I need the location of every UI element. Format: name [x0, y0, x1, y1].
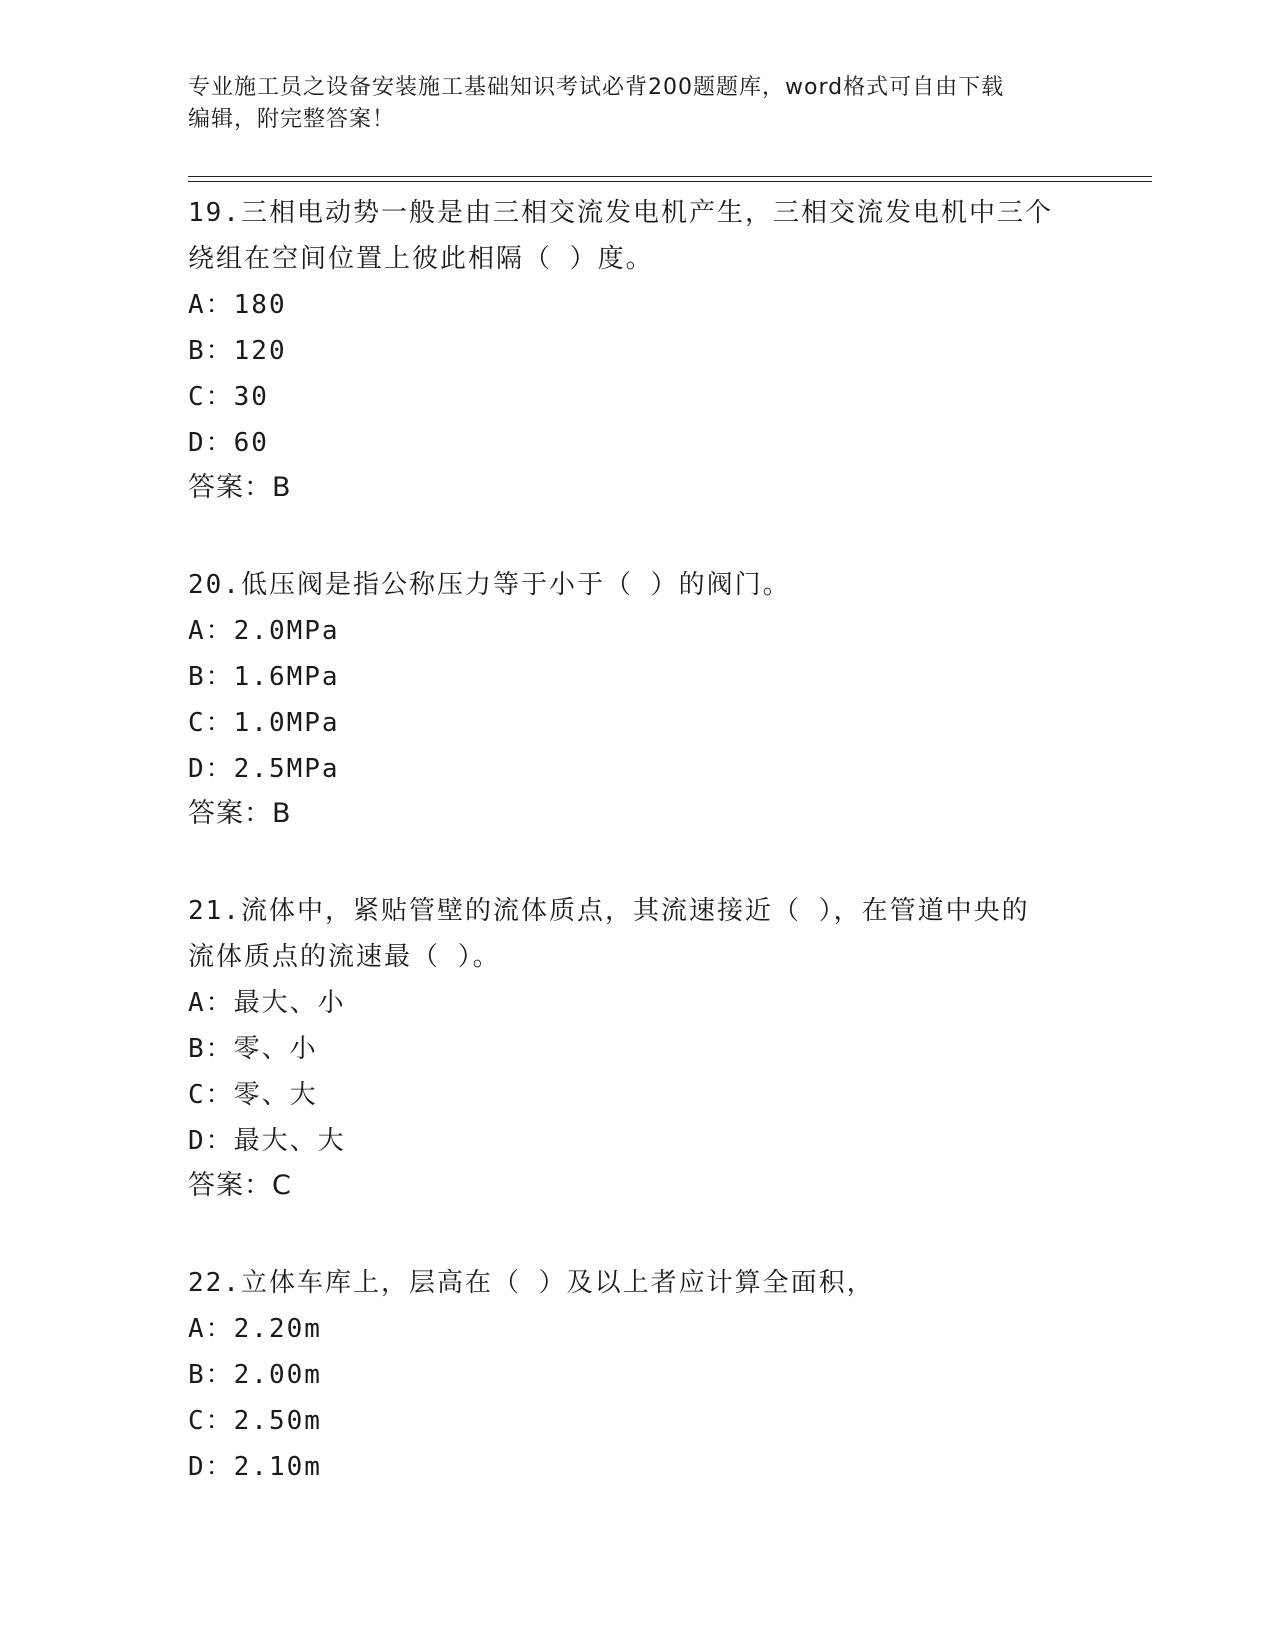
header-divider-bottom	[188, 181, 1152, 182]
option-a	[188, 980, 1088, 1026]
option-d	[188, 420, 1088, 466]
answer-line: 答案：C	[188, 1170, 292, 1201]
option-c	[188, 1072, 1088, 1118]
option-letter: C：	[188, 382, 234, 412]
option-d	[188, 1444, 1088, 1490]
option-c	[188, 374, 1088, 420]
header-line-2: 编辑，附完整答案！	[188, 107, 396, 132]
option-b	[188, 1352, 1088, 1398]
option-letter: D：	[188, 1452, 234, 1482]
option-text: 120	[233, 336, 287, 366]
option-c	[188, 1398, 1088, 1444]
question-stem-line: 19.三相电动势一般是由三相交流发电机产生，三相交流发电机中三个	[188, 198, 1053, 228]
option-text: 2.20m	[233, 1314, 322, 1344]
option-letter: C：	[188, 1080, 234, 1110]
option-b	[188, 328, 1088, 374]
option-letter: B：	[188, 1034, 234, 1064]
option-d	[188, 1118, 1088, 1164]
option-letter: A：	[188, 988, 234, 1018]
question-stem-line: 绕组在空间位置上彼此相隔（ ）度。	[188, 244, 654, 274]
question-stem-line: 22.立体车库上，层高在（ ）及以上者应计算全面积，	[188, 1268, 875, 1298]
header-line-1: 专业施工员之设备安装施工基础知识考试必背200题题库，word格式可自由下载	[188, 75, 1005, 100]
option-letter: B：	[188, 1360, 234, 1390]
option-text: 2.10m	[233, 1452, 322, 1482]
option-b	[188, 654, 1088, 700]
option-b	[188, 1026, 1088, 1072]
header-divider-top	[188, 176, 1152, 177]
option-letter: C：	[188, 1406, 234, 1436]
option-a	[188, 608, 1088, 654]
option-text: 2.0MPa	[233, 616, 340, 646]
option-a	[188, 1306, 1088, 1352]
option-text: 60	[233, 428, 269, 458]
option-text: 2.00m	[233, 1360, 322, 1390]
option-text: 最大、小	[233, 988, 346, 1018]
option-letter: B：	[188, 336, 234, 366]
question-stem-line: 20.低压阀是指公称压力等于小于（ ）的阀门。	[188, 570, 791, 600]
option-letter: D：	[188, 1126, 234, 1156]
question-19	[188, 190, 1088, 510]
question-stem-line: 流体质点的流速最（ ）。	[188, 942, 501, 972]
option-letter: B：	[188, 662, 234, 692]
option-letter: C：	[188, 708, 234, 738]
option-letter: A：	[188, 616, 234, 646]
option-text: 1.6MPa	[233, 662, 340, 692]
question-list	[188, 190, 1088, 1542]
option-text: 零、大	[233, 1080, 318, 1110]
option-text: 30	[233, 382, 269, 412]
option-letter: D：	[188, 754, 234, 784]
option-text: 180	[233, 290, 287, 320]
option-d	[188, 746, 1088, 792]
option-text: 2.50m	[233, 1406, 322, 1436]
option-letter: A：	[188, 290, 234, 320]
answer-line: 答案：B	[188, 798, 292, 829]
option-c	[188, 700, 1088, 746]
option-text: 1.0MPa	[233, 708, 340, 738]
answer-line: 答案：B	[188, 472, 292, 503]
option-a	[188, 282, 1088, 328]
option-letter: D：	[188, 428, 234, 458]
option-text: 最大、大	[233, 1126, 346, 1156]
question-20	[188, 562, 1088, 836]
question-21	[188, 888, 1088, 1208]
question-stem-line: 21.流体中，紧贴管壁的流体质点，其流速接近（ ），在管道中央的	[188, 896, 1030, 926]
option-letter: A：	[188, 1314, 234, 1344]
option-text: 零、小	[233, 1034, 318, 1064]
option-text: 2.5MPa	[233, 754, 340, 784]
question-22	[188, 1260, 1088, 1490]
document-header	[188, 72, 1088, 136]
